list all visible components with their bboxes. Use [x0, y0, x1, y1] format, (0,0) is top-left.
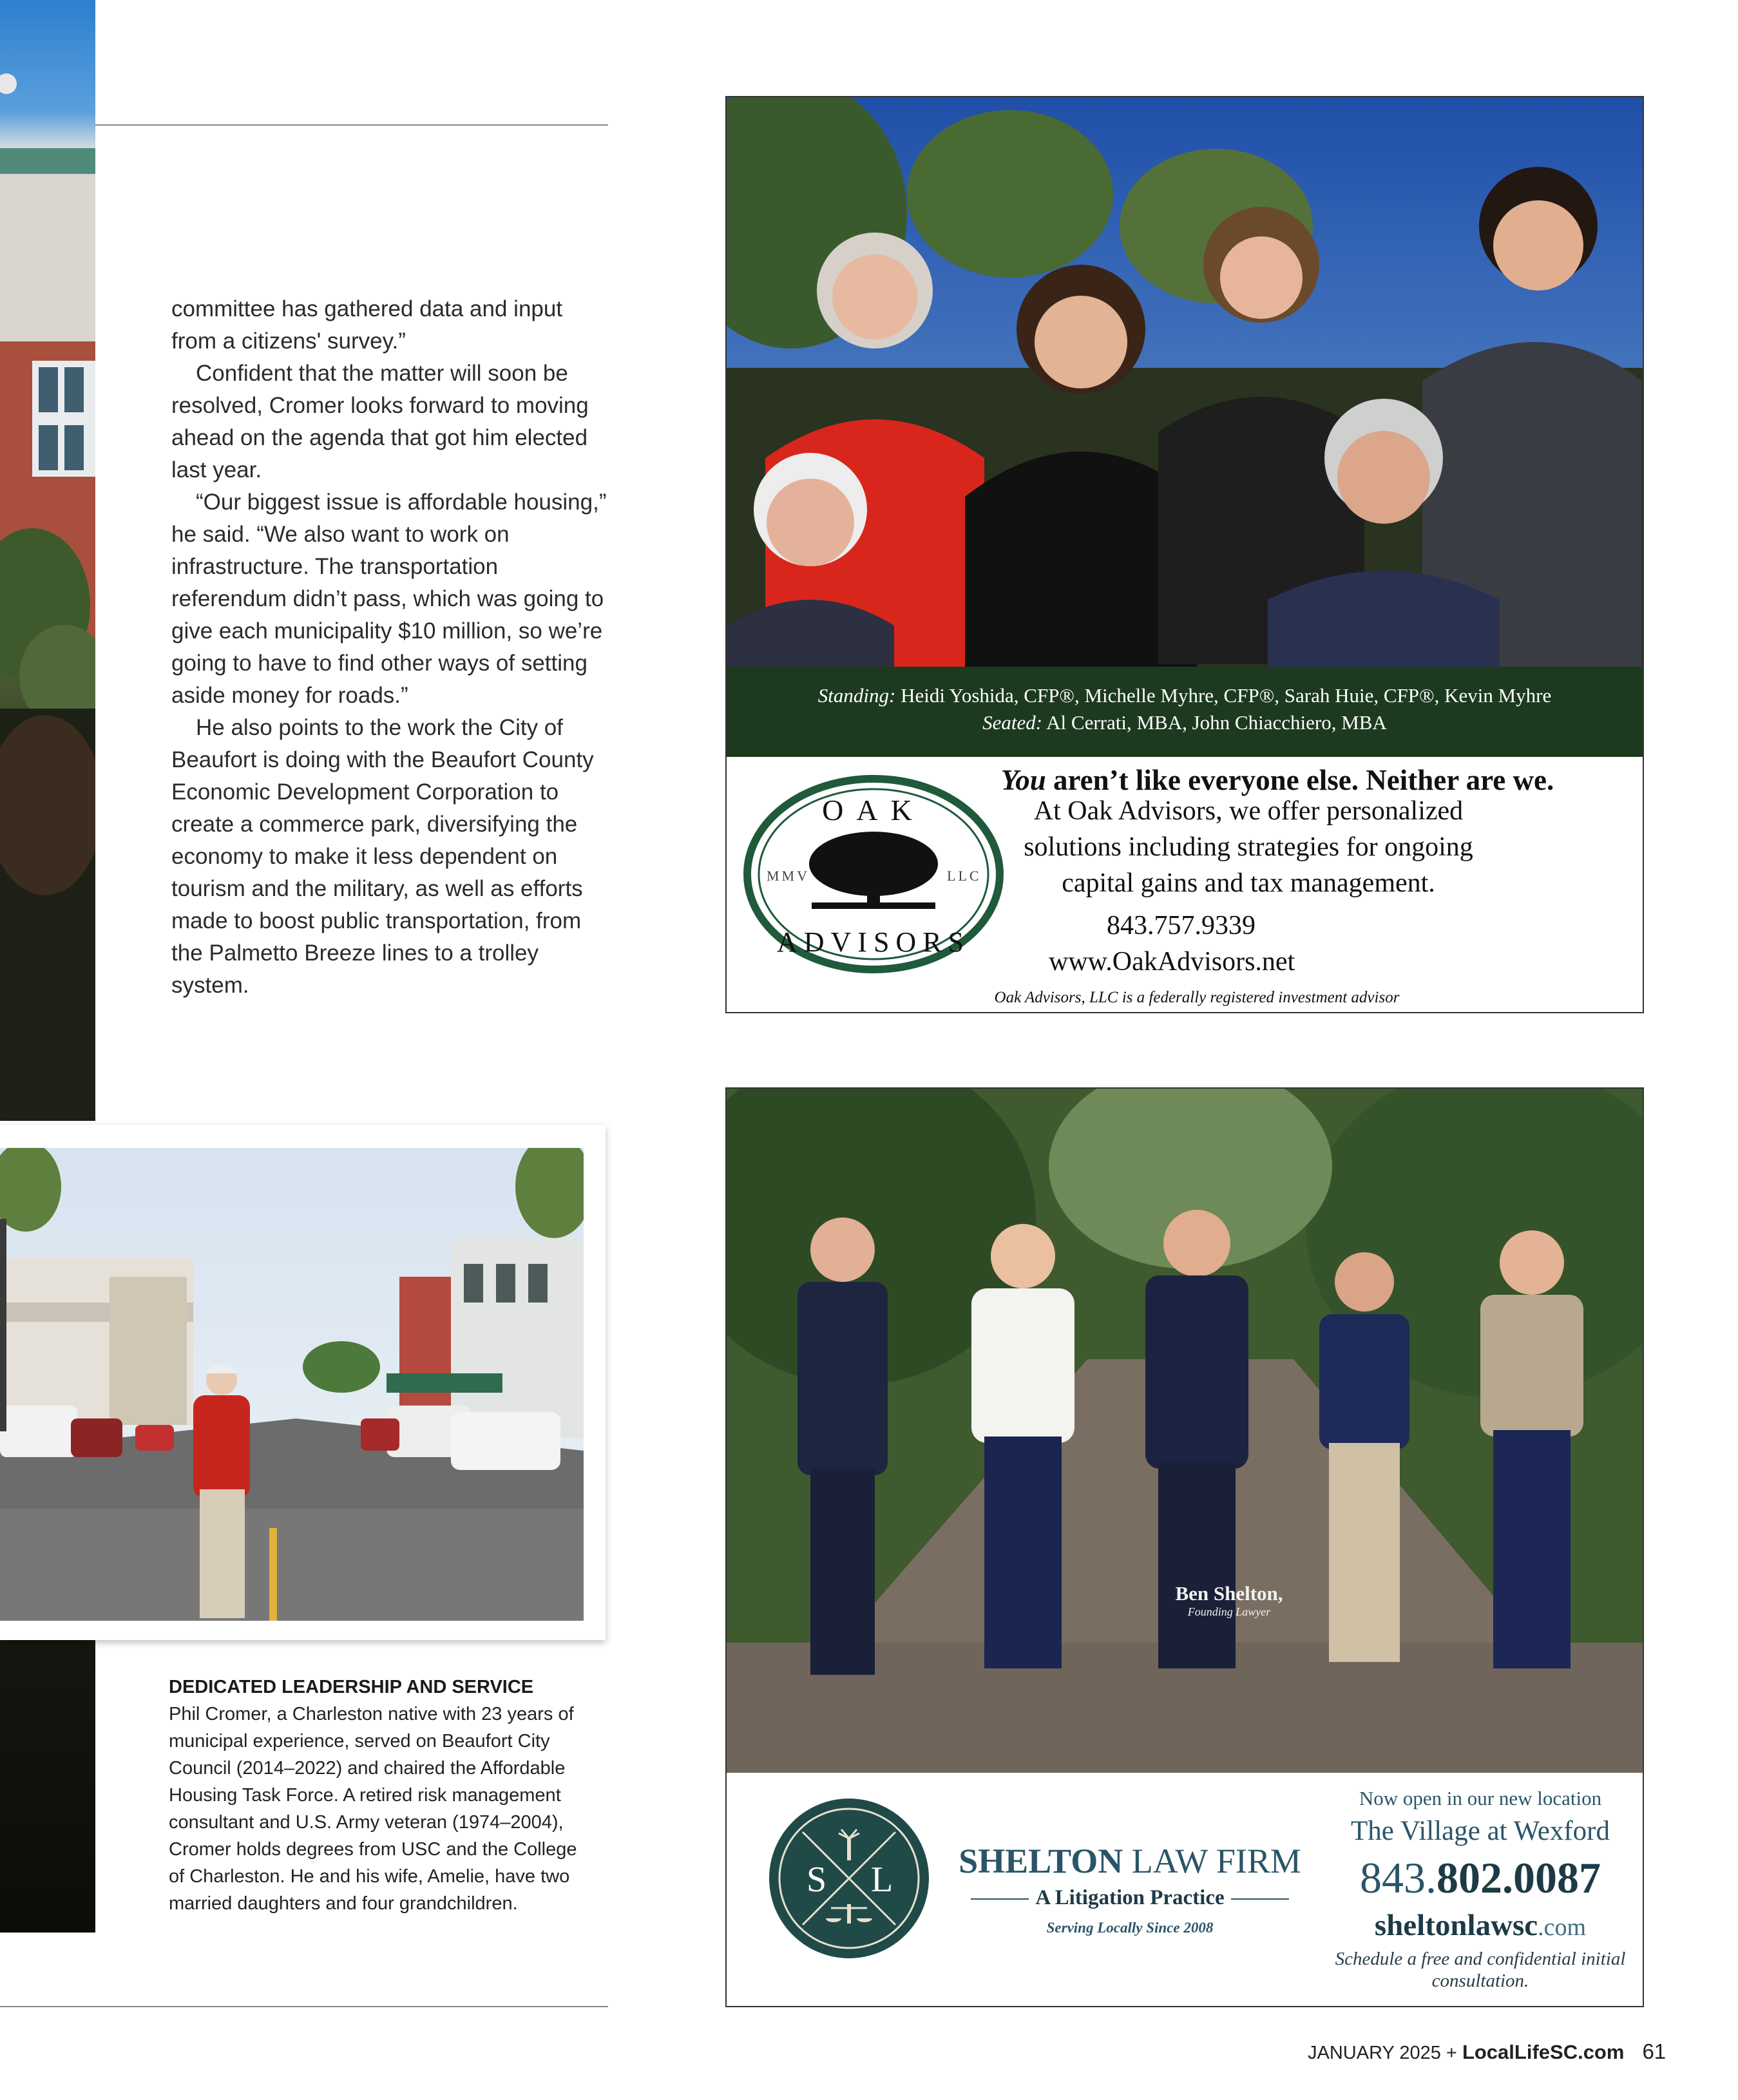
article-paragraph: committee has gathered data and input from a citizens' survey.”: [171, 296, 563, 354]
photo-label-name: Ben Shelton,: [1175, 1582, 1283, 1605]
article-paragraph: Confident that the matter will soon be resolved, Cromer looks forward to moving ahead on the agenda that got him elected last year.: [171, 361, 589, 482]
seated-names: Al Cerrati, MBA, John Chiacchiero, MBA: [1046, 711, 1387, 734]
photo-label: [1145, 1582, 1313, 1619]
shelton-location: The Village at Wexford: [1351, 1816, 1610, 1846]
article-paragraph: “Our biggest issue is affordable housing,” he said. “We also want to work on infrastructure. The transportation referendum didn’t pass, which was going to give each municipality $10 million, so we’re going to have to find other ways of setting aside money for roads.”: [171, 490, 607, 708]
bottom-rule: [0, 2006, 608, 2007]
oak-photo-caption-band: [727, 667, 1643, 757]
oak-disclaimer: Oak Advisors, LLC is a federally registered investment advisor: [994, 989, 1400, 1006]
footer-site[interactable]: LocalLifeSC.com: [1462, 2041, 1625, 2063]
tagline-you: You: [1000, 764, 1046, 796]
oak-website-link[interactable]: www.OakAdvisors.net: [1049, 947, 1295, 977]
shelton-serving: Serving Locally Since 2008: [1046, 1920, 1214, 1936]
practice-label: A Litigation Practice: [1035, 1886, 1225, 1909]
caption-heading: DEDICATED LEADERSHIP AND SERVICE: [169, 1677, 534, 1697]
photo-label-title: Founding Lawyer: [1187, 1605, 1271, 1618]
firm-name-rest: LAW FIRM: [1123, 1842, 1301, 1880]
left-bleed-photo: [0, 0, 95, 1121]
shelton-website-link[interactable]: [1332, 1908, 1628, 1943]
seal-left-letter: S: [807, 1860, 827, 1900]
article-paragraph: He also points to the work the City of Beaufort is doing with the Beaufort County Economic Development Corporation to create a commerce park, diversifying the economy to make it less dependent on tourism and the military, as well as efforts made to boost public transportation, from the Palmetto Breeze lines to a trolley system.: [171, 715, 594, 998]
shelton-seal-logo: [767, 1796, 931, 1961]
tagline-rest: aren’t like everyone else. Neither are we.: [1046, 764, 1554, 796]
firm-name-bold: SHELTON: [959, 1842, 1123, 1880]
shelton-firm-name: [950, 1841, 1310, 1881]
logo-left-text: MMV: [767, 868, 810, 884]
page-footer: [1308, 2039, 1666, 2064]
logo-word-top: OAK: [822, 794, 925, 826]
top-rule: [95, 124, 608, 126]
oak-tagline: [913, 763, 1641, 797]
seated-label: Seated:: [982, 711, 1043, 734]
site-bold: sheltonlawsc: [1374, 1909, 1538, 1942]
logo-word-bottom: ADVISORS: [776, 926, 971, 958]
shelton-schedule-note: Schedule a free and confidential initial consultation.: [1335, 1949, 1626, 1991]
standing-label: Standing:: [817, 684, 896, 707]
shelton-open-notice: Now open in our new location: [1359, 1787, 1602, 1809]
logo-right-text: LLC: [947, 868, 982, 884]
left-bleed-photo-lower: [0, 1630, 95, 1933]
shelton-practice: [950, 1886, 1310, 1910]
shelton-phone[interactable]: [1332, 1853, 1628, 1904]
photo-caption: [169, 1674, 581, 1917]
street-photo-frame: [0, 1125, 606, 1640]
site-tld: .com: [1538, 1914, 1587, 1941]
oak-body-text: At Oak Advisors, we offer personalized solutions including strategies for ongoing capital gains and tax management.: [1024, 796, 1473, 898]
seal-right-letter: L: [871, 1860, 893, 1900]
oak-team-photo: [727, 97, 1643, 667]
standing-names: Heidi Yoshida, CFP®, Michelle Myhre, CFP®, Sarah Huie, CFP®, Kevin Myhre: [901, 684, 1552, 707]
article-body: [171, 293, 609, 1002]
oak-advisors-ad[interactable]: [725, 96, 1644, 1013]
oak-phone[interactable]: 843.757.9339: [1107, 911, 1256, 940]
phone-prefix: 843.: [1360, 1853, 1437, 1902]
shelton-law-firm-ad[interactable]: [725, 1087, 1644, 2007]
shelton-team-photo: [727, 1089, 1643, 1773]
footer-date: JANUARY 2025 +: [1308, 2043, 1462, 2063]
street-photo: [0, 1148, 584, 1621]
oak-advisors-logo: [741, 774, 1006, 975]
page-number: 61: [1642, 2039, 1666, 2063]
caption-text: Phil Cromer, a Charleston native with 23 years of municipal experience, served on Beaufort City Council (2014–2022) and chaired the Affordable Housing Task Force. A retired risk management consultant and U.S. Army veteran (1974–2004), Cromer holds degrees from USC and the College of Charleston. He and his wife, Amelie, have two married daughters and four grandchildren.: [169, 1704, 577, 1914]
phone-rest: 802.0087: [1437, 1853, 1601, 1902]
